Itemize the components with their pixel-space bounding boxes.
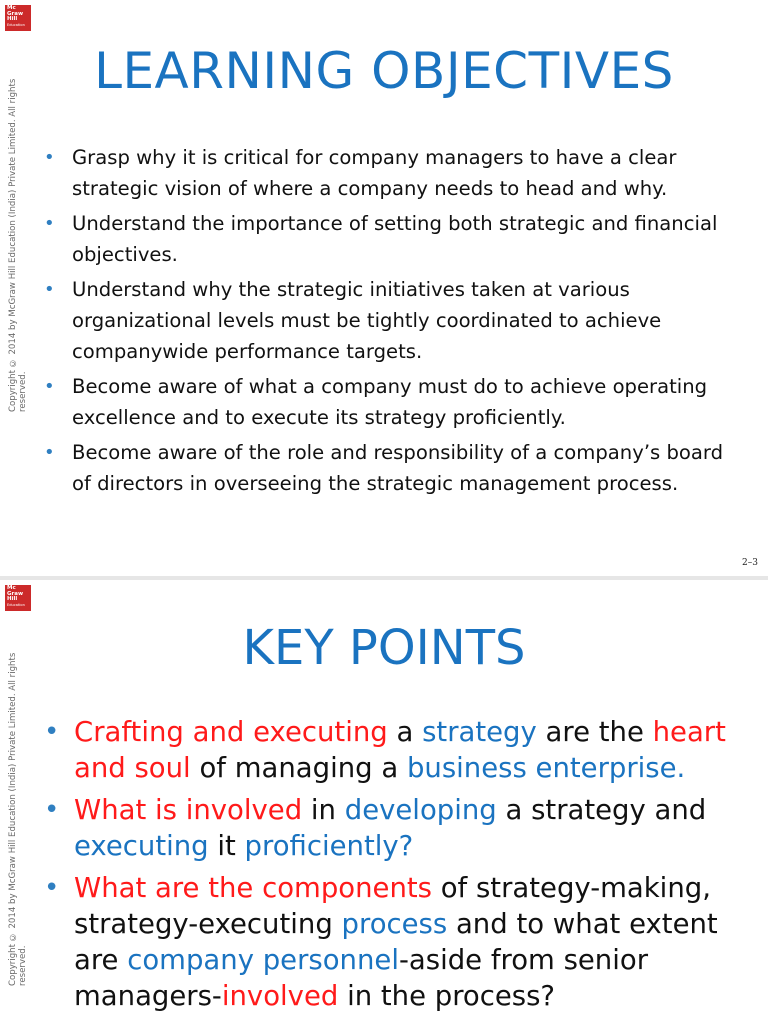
publisher-logo: Mc Graw Hill Education bbox=[5, 5, 31, 31]
list-item: • What is involved in developing a strategy and executing it proficiently? bbox=[44, 792, 744, 864]
list-item: • Become aware of what a company must do to achieve operating excellence and to execute its strategy proficiently. bbox=[44, 371, 734, 433]
list-item: • What are the components of strategy-making, strategy-executing process and to what extent are company personnel-aside from senior managers-involved in the process? bbox=[44, 870, 744, 1014]
copyright-notice: Copyright © 2014 by McGraw Hill Education (India) Private Limited. All rights reserved. bbox=[8, 652, 28, 986]
list-item: • Crafting and executing a strategy are the heart and soul of managing a business enterprise. bbox=[44, 714, 744, 786]
list-item: • Understand the importance of setting both strategic and financial objectives. bbox=[44, 208, 734, 270]
copyright-notice: Copyright © 2014 by McGraw Hill Education (India) Private Limited. All rights reserved. bbox=[8, 78, 28, 412]
page-number: 2–3 bbox=[742, 558, 758, 568]
objectives-list bbox=[44, 142, 734, 503]
publisher-logo: Mc Graw Hill Education bbox=[5, 585, 31, 611]
slide-title: KEY POINTS bbox=[242, 620, 526, 676]
list-item: • Understand why the strategic initiatives taken at various organizational levels must be tightly coordinated to achieve companywide performance targets. bbox=[44, 274, 734, 367]
slide-title: LEARNING OBJECTIVES bbox=[94, 42, 674, 100]
list-item: • Become aware of the role and responsibility of a company’s board of directors in overseeing the strategic management process. bbox=[44, 437, 734, 499]
slide-key-points bbox=[0, 580, 768, 1024]
key-points-list bbox=[44, 714, 744, 1020]
list-item: • Grasp why it is critical for company managers to have a clear strategic vision of where a company needs to head and why. bbox=[44, 142, 734, 204]
